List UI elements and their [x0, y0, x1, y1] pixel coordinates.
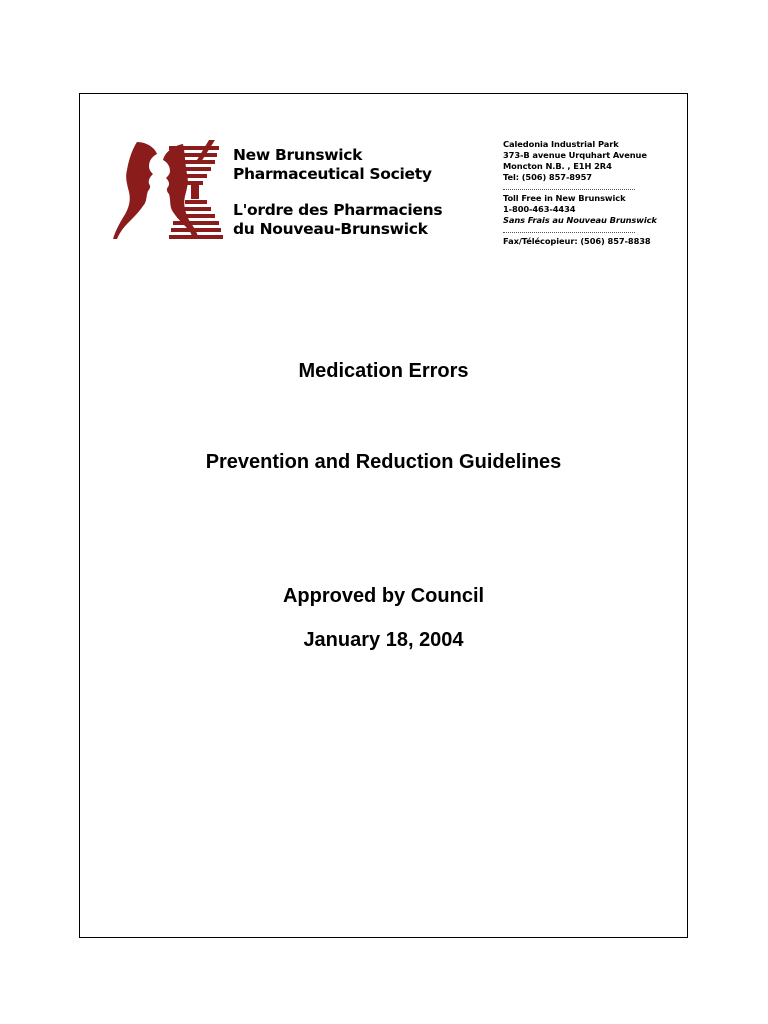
organization-name [233, 146, 442, 239]
org-name-fr-line1: L'ordre des Pharmaciens [233, 201, 443, 219]
org-name-en-line1: New Brunswick [233, 146, 363, 164]
org-name-en-line2: Pharmaceutical Society [233, 165, 432, 183]
toll-free-number: 1-800-463-4434 [503, 204, 576, 214]
address-line2: 373-B avenue Urquhart Avenue [503, 150, 647, 160]
fax-line: Fax/Télécopieur: (506) 857-8838 [503, 236, 651, 246]
approval-date: January 18, 2004 [303, 629, 464, 651]
toll-free-fr: Sans Frais au Nouveau Brunswick [503, 215, 657, 225]
toll-free-label: Toll Free in New Brunswick [503, 193, 626, 203]
separator [503, 183, 635, 190]
approval-text: Approved by Council [282, 585, 485, 607]
separator [503, 226, 635, 233]
address-line1: Caledonia Industrial Park [503, 139, 619, 149]
address-line3: Moncton N.B. , E1H 2R4 [503, 161, 612, 171]
tel-line: Tel: (506) 857-8957 [503, 172, 592, 182]
society-logo-icon [113, 140, 225, 240]
org-name-fr-line2: du Nouveau-Brunswick [233, 220, 428, 238]
contact-block [503, 139, 657, 247]
document-subtitle: Prevention and Reduction Guidelines [205, 451, 562, 473]
document-title: Medication Errors [298, 360, 469, 382]
